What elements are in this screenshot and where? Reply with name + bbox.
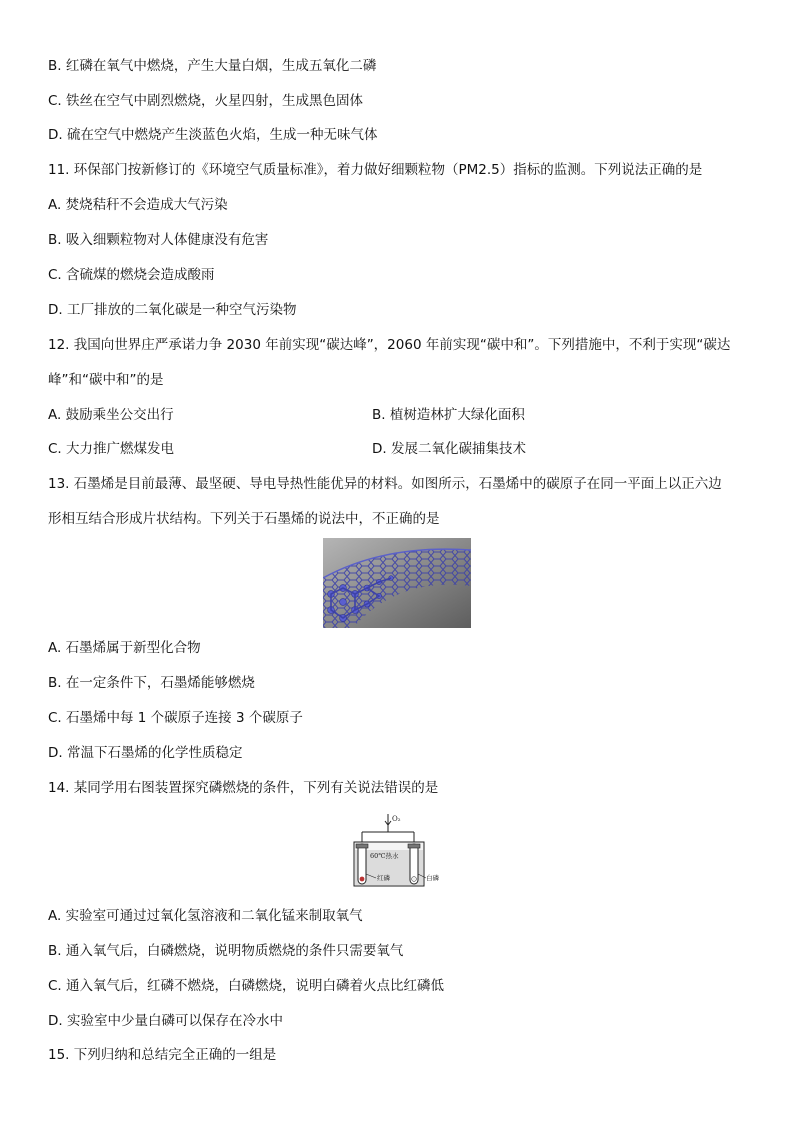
q13-stem-line2: 形相互结合形成片状结构。下列关于石墨烯的说法中，不正确的是 [48,511,440,527]
q14-option-c: C. 通入氧气后，红磷不燃烧，白磷燃烧，说明白磷着火点比红磷低 [48,978,445,994]
hot-water-label: 60℃热水 [370,852,399,860]
q14-option-d: D. 实验室中少量白磷可以保存在冷水中 [48,1013,283,1029]
q12-option-b: B. 植树造林扩大绿化面积 [372,407,525,423]
q11-option-c: C. 含硫煤的燃烧会造成酸雨 [48,267,215,283]
q14-option-b: B. 通入氧气后，白磷燃烧，说明物质燃烧的条件只需要氧气 [48,943,404,959]
q11-option-d: D. 工厂排放的二氧化碳是一种空气污染物 [48,302,297,318]
red-phosphorus-label: 红磷 [377,874,390,882]
white-phosphorus-label: 白磷 [426,874,439,882]
q12-stem-line2: 峰”和“碳中和”的是 [48,372,164,388]
q10-option-c: C. 铁丝在空气中剧烈燃烧，火星四射，生成黑色固体 [48,93,364,109]
q10-option-d: D. 硫在空气中燃烧产生淡蓝色火焰，生成一种无味气体 [48,127,378,143]
o2-label: O₂ [392,815,401,823]
q13-option-c: C. 石墨烯中每 1 个碳原子连接 3 个碳原子 [48,710,303,726]
q12-stem-line1: 12. 我国向世界庄严承诺力争 2030 年前实现“碳达峰”，2060 年前实现“碳中和”。下列措施中，不利于实现“碳达 [48,337,731,353]
graphene-image [323,538,471,628]
q12-option-a: A. 鼓励乘坐公交出行 [48,407,174,423]
q15-stem: 15. 下列归纳和总结完全正确的一组是 [48,1047,277,1063]
q11-option-a: A. 焚烧秸秆不会造成大气污染 [48,197,228,213]
apparatus-figure [340,812,444,888]
q13-option-b: B. 在一定条件下，石墨烯能够燃烧 [48,675,255,691]
q10-option-b: B. 红磷在氧气中燃烧，产生大量白烟，生成五氧化二磷 [48,58,377,74]
q13-option-d: D. 常温下石墨烯的化学性质稳定 [48,745,243,761]
q14-stem: 14. 某同学用右图装置探究磷燃烧的条件，下列有关说法错误的是 [48,780,439,796]
q12-option-c: C. 大力推广燃煤发电 [48,441,175,457]
q11-stem: 11. 环保部门按新修订的《环境空气质量标准》，着力做好细颗粒物（PM2.5）指标的监测。下列说法正确的是 [48,162,703,178]
q12-option-d: D. 发展二氧化碳捕集技术 [372,441,526,457]
phosphorus-combustion-apparatus-icon [340,812,444,888]
q13-option-a: A. 石墨烯属于新型化合物 [48,640,201,656]
q13-stem-line1: 13. 石墨烯是目前最薄、最坚硬、导电导热性能优异的材料。如图所示，石墨烯中的碳原子在同一平面上以正六边 [48,476,722,492]
graphene-sheet-icon [323,538,471,628]
q11-option-b: B. 吸入细颗粒物对人体健康没有危害 [48,232,269,248]
q14-option-a: A. 实验室可通过过氧化氢溶液和二氧化锰来制取氧气 [48,908,363,924]
